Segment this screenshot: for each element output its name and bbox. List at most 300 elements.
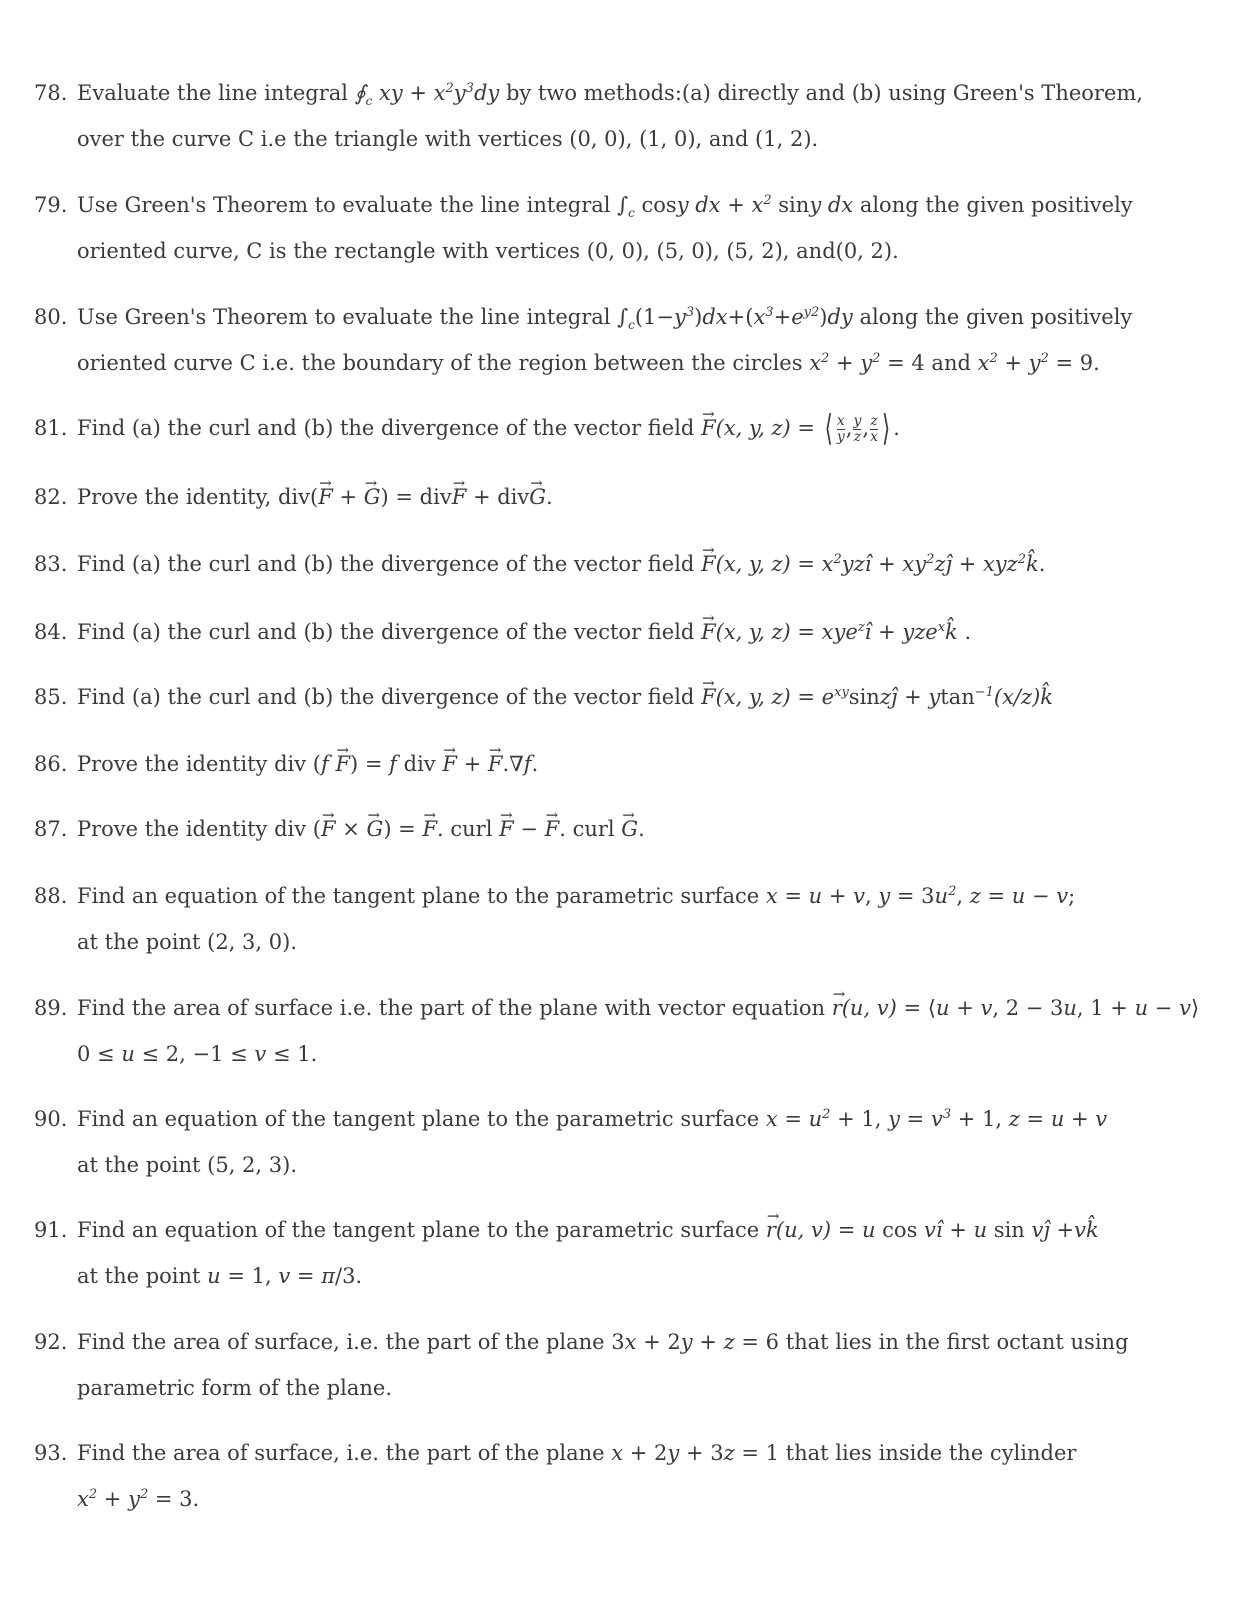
math-run: x <box>765 884 778 908</box>
problem-number: 79. <box>34 193 68 217</box>
text-run: along the given positively <box>852 305 1133 329</box>
problem-78 <box>34 70 1204 162</box>
math-run: x <box>77 1487 89 1511</box>
math-run: (0, 0), (5, 0), (5, 2), and(0, 2). <box>586 239 899 263</box>
problem-93 <box>34 1430 1204 1522</box>
text-run: oriented curve, C is the rectangle with vertices <box>77 239 587 263</box>
math-run: v <box>1179 996 1191 1020</box>
math-run: u <box>1063 996 1077 1020</box>
superscript: 3 <box>765 305 774 320</box>
math-run: tan <box>940 685 975 709</box>
math-run: dy <box>827 305 853 329</box>
math-run: + <box>692 1330 724 1354</box>
math-run: . <box>546 485 553 509</box>
math-run: zĵ <box>934 552 952 576</box>
math-run: + <box>773 305 792 329</box>
math-run: = 3 <box>890 884 935 908</box>
math-run: = 4 <box>880 351 925 375</box>
problem-line <box>34 873 1204 919</box>
text-run: parametric form of the plane. <box>77 1376 392 1400</box>
math-run: = <box>790 685 822 709</box>
text-run: Find (a) the curl and (b) the divergence of the vector field <box>77 416 702 440</box>
math-run: div ( <box>274 752 321 776</box>
vector-symbol: → F <box>499 806 514 852</box>
vector-symbol: → F <box>488 741 503 787</box>
math-run: u <box>934 884 949 908</box>
math-run: y <box>128 1487 140 1511</box>
math-run: y <box>680 1330 693 1354</box>
vector-symbol: → F <box>335 741 350 787</box>
problem-79 <box>34 182 1204 274</box>
math-run: y <box>878 884 891 908</box>
denominator: y <box>836 429 845 445</box>
math-run: ) = <box>350 752 390 776</box>
vector-symbol: → F <box>701 609 716 655</box>
math-run: (0, 0), (1, 0), and (1, 2). <box>569 127 819 151</box>
math-run: . <box>893 416 900 440</box>
math-run: +( <box>727 305 754 329</box>
math-run: . <box>957 620 972 644</box>
math-run: xyz <box>982 552 1018 576</box>
denominator: z <box>853 429 862 445</box>
superscript: 2 <box>948 884 957 899</box>
math-run: e <box>821 685 835 709</box>
denominator: x <box>870 429 878 445</box>
math-run: dx <box>702 305 728 329</box>
math-run: u <box>936 996 950 1020</box>
math-run: v <box>1095 1107 1108 1131</box>
math-run: (x, y, z) <box>715 416 791 440</box>
math-run: z <box>969 884 981 908</box>
problem-81 <box>34 405 1204 451</box>
problem-line <box>34 1096 1204 1142</box>
math-run: = <box>790 620 822 644</box>
vector-symbol: → r <box>766 1207 776 1253</box>
problem-line <box>34 182 1204 228</box>
math-run: (x, y, z) <box>715 685 791 709</box>
math-run: = 1 <box>734 1441 779 1465</box>
vector-symbol: → F <box>701 541 716 587</box>
math-run: (x, y, z) <box>715 620 791 644</box>
math-run: u <box>973 1218 988 1242</box>
math-run: dy <box>473 81 500 105</box>
numerator: z <box>870 413 878 429</box>
math-run: sin <box>987 1218 1032 1242</box>
math-run: u <box>1011 884 1026 908</box>
math-run: x <box>809 351 822 375</box>
math-run: y <box>674 305 686 329</box>
math-run: vĵ <box>1031 1218 1050 1242</box>
numerator: y <box>853 413 862 429</box>
text-run: Find the area of surface, i.e. the part of the plane <box>77 1330 612 1354</box>
superscript: 2 <box>139 1487 149 1502</box>
math-run: x <box>821 552 834 576</box>
math-run: xye <box>821 620 858 644</box>
math-run: , <box>845 416 853 440</box>
problem-line <box>34 674 1204 720</box>
problem-line <box>34 294 1204 340</box>
math-run: y <box>888 1107 900 1131</box>
math-run: ) <box>694 305 703 329</box>
math-run: sin <box>848 685 880 709</box>
math-run: + <box>829 351 861 375</box>
math-run: ∫ <box>617 193 629 217</box>
math-run: (x, y, z) <box>715 552 791 576</box>
text-run: by two methods:(a) directly and (b) using Green's Theorem, <box>499 81 1143 105</box>
problem-number: 78. <box>34 81 68 105</box>
math-run: ⟩ <box>1190 996 1200 1020</box>
superscript: 2 <box>926 552 935 567</box>
problem-line <box>34 405 1204 451</box>
superscript: 2 <box>1040 351 1049 366</box>
math-run: + <box>997 351 1029 375</box>
math-run: (u, v) <box>775 1218 832 1242</box>
problem-number: 85. <box>34 685 68 709</box>
problem-number: 89. <box>34 996 68 1020</box>
math-run: y <box>860 351 873 375</box>
problem-number: 88. <box>34 884 68 908</box>
problem-number: 82. <box>34 485 68 509</box>
vector-symbol: → F <box>321 806 336 852</box>
problem-85 <box>34 674 1204 720</box>
superscript: xy <box>834 685 849 700</box>
superscript: 2 <box>822 1107 831 1122</box>
problem-number: 91. <box>34 1218 68 1242</box>
math-run: 0 ≤ <box>77 1042 122 1066</box>
vector-symbol: → F <box>422 806 437 852</box>
math-run: + <box>720 193 752 217</box>
problem-line <box>34 1031 1204 1077</box>
math-run: z <box>723 1441 735 1465</box>
math-run: v <box>980 996 993 1020</box>
problem-line <box>34 1253 1204 1299</box>
math-run: k̂ <box>1026 552 1039 576</box>
math-run: = <box>900 1107 931 1131</box>
text-run: at the point <box>77 930 208 954</box>
math-run: y <box>928 685 941 709</box>
problem-number: 80. <box>34 305 68 329</box>
math-run: + 2 <box>623 1441 668 1465</box>
math-run: = <box>1019 1107 1051 1131</box>
math-run: div <box>396 752 443 776</box>
problem-line <box>34 985 1204 1031</box>
math-run: v <box>930 1107 943 1131</box>
math-run: ≤ 2, −1 ≤ <box>134 1042 255 1066</box>
math-run: , 2 − 3 <box>992 996 1064 1020</box>
problem-line <box>34 919 1204 965</box>
problem-92 <box>34 1319 1204 1411</box>
text-run: Find an equation of the tangent plane to the parametric surface <box>77 884 766 908</box>
math-run: − <box>513 817 545 841</box>
math-run: x <box>977 351 990 375</box>
math-run: u <box>808 1107 823 1131</box>
text-run: at the point <box>77 1264 208 1288</box>
math-run: y <box>453 81 466 105</box>
math-run: u <box>861 1218 876 1242</box>
problem-86 <box>34 741 1204 787</box>
math-run: .∇ <box>502 752 524 776</box>
problem-number: 81. <box>34 416 68 440</box>
math-run: zĵ <box>879 685 898 709</box>
math-run: xy <box>902 552 927 576</box>
math-run: x <box>765 1107 778 1131</box>
problem-90 <box>34 1096 1204 1188</box>
text-run: Find (a) the curl and (b) the divergence of the vector field <box>77 685 702 709</box>
vector-symbol: → r <box>832 985 842 1031</box>
math-run: = <box>290 1264 322 1288</box>
vector-symbol: → G <box>621 806 638 852</box>
math-run: v <box>278 1264 291 1288</box>
math-run: + <box>456 752 488 776</box>
math-run: f <box>321 752 336 776</box>
text-run: oriented curve C i.e. the boundary of the region between the circles <box>77 351 810 375</box>
math-run: + 2 <box>636 1330 681 1354</box>
math-run: . curl <box>437 817 500 841</box>
text-run: Find (a) the curl and (b) the divergence of the vector field <box>77 552 702 576</box>
math-run: + 3 <box>679 1441 724 1465</box>
math-run: = <box>831 1218 862 1242</box>
math-run: + <box>949 996 981 1020</box>
math-run: ) <box>819 305 828 329</box>
math-run: k̂ <box>945 620 958 644</box>
vector-symbol: → G <box>364 474 381 520</box>
problem-88 <box>34 873 1204 965</box>
math-run: y dx <box>676 193 721 217</box>
math-run: yze <box>902 620 938 644</box>
math-run: . curl <box>559 817 622 841</box>
math-run: (x/z)k̂ <box>993 685 1053 709</box>
superscript: 2 <box>821 351 830 366</box>
math-run: − <box>1148 996 1180 1020</box>
vector-symbol: → G <box>367 806 384 852</box>
subscript: c <box>628 318 635 333</box>
math-run: + 1, <box>951 1107 1009 1131</box>
math-run: + 1, <box>830 1107 889 1131</box>
text-run: over the curve C i.e the triangle with vertices <box>77 127 570 151</box>
vector-symbol: → F <box>701 674 716 720</box>
math-run: yzî <box>841 552 872 576</box>
math-run: u <box>1050 1107 1065 1131</box>
math-run: , 1 + <box>1076 996 1135 1020</box>
text-run: that lies inside the cylinder <box>779 1441 1077 1465</box>
math-run: x <box>624 1330 637 1354</box>
superscript: 2 <box>88 1487 98 1502</box>
math-run: 3 <box>611 1330 625 1354</box>
problem-line <box>34 228 1204 274</box>
problem-89 <box>34 985 1204 1077</box>
math-run: ; <box>1068 884 1076 908</box>
math-run: x <box>611 1441 624 1465</box>
math-run: + <box>942 1218 974 1242</box>
math-run: vk̂ <box>1074 1218 1099 1242</box>
math-run: e <box>791 305 804 329</box>
math-run: f <box>389 752 397 776</box>
math-run: div( <box>277 485 319 509</box>
math-run: = <box>790 416 822 440</box>
problem-number: 86. <box>34 752 68 776</box>
problem-line <box>34 340 1204 386</box>
superscript: y2 <box>803 305 820 320</box>
problem-line <box>34 116 1204 162</box>
math-run: + <box>1064 1107 1096 1131</box>
problem-number: 84. <box>34 620 68 644</box>
math-run: u <box>1134 996 1149 1020</box>
math-run: cos <box>634 193 677 217</box>
math-run: + <box>951 552 983 576</box>
text-run: Find an equation of the tangent plane to the parametric surface <box>77 1107 766 1131</box>
math-run: y dx <box>809 193 854 217</box>
math-run: + <box>332 485 364 509</box>
problem-line <box>34 1319 1204 1365</box>
math-run: π <box>321 1264 335 1288</box>
math-run: /3. <box>335 1264 363 1288</box>
problem-line <box>34 1142 1204 1188</box>
math-run: ) = <box>383 817 423 841</box>
math-run: = 6 <box>734 1330 780 1354</box>
superscript: z <box>857 620 865 635</box>
superscript: −1 <box>974 685 994 700</box>
superscript: x <box>937 620 946 635</box>
math-run: sin <box>771 193 810 217</box>
problem-number: 92. <box>34 1330 68 1354</box>
math-run: + div <box>466 485 530 509</box>
math-run: î <box>864 620 872 644</box>
problem-91 <box>34 1207 1204 1299</box>
superscript: 2 <box>763 193 772 208</box>
text-run: Find (a) the curl and (b) the divergence of the vector field <box>77 620 702 644</box>
math-run: = 9. <box>1048 351 1100 375</box>
text-run: Use Green's Theorem to evaluate the line integral <box>77 193 618 217</box>
problem-line <box>34 609 1204 655</box>
vector-symbol: → F <box>452 474 467 520</box>
math-run: = <box>980 884 1012 908</box>
fraction <box>837 414 845 445</box>
problem-line <box>34 741 1204 787</box>
superscript: 2 <box>833 552 842 567</box>
math-run: = 1, <box>220 1264 279 1288</box>
vector-symbol: → F <box>701 405 716 451</box>
vector-symbol: → G <box>529 474 546 520</box>
math-run: . <box>531 752 539 776</box>
math-run: ∫ <box>617 305 629 329</box>
problem-87 <box>34 806 1204 852</box>
fraction <box>870 414 878 445</box>
math-run: ≤ 1. <box>266 1042 318 1066</box>
math-run: = <box>790 552 822 576</box>
math-run: + <box>897 685 929 709</box>
math-run: z <box>723 1330 735 1354</box>
superscript: 3 <box>465 81 474 96</box>
math-run: , <box>862 416 870 440</box>
superscript: 2 <box>445 81 454 96</box>
vector-symbol: → F <box>318 474 333 520</box>
math-run: . <box>1038 552 1046 576</box>
text-run: Prove the identity <box>77 817 275 841</box>
math-run: + <box>1049 1218 1075 1242</box>
subscript: c <box>628 206 635 221</box>
text-run: Find the area of surface i.e. the part of the plane with vector equation <box>77 996 832 1020</box>
superscript: 3 <box>942 1107 952 1122</box>
math-run: div ( <box>274 817 321 841</box>
angle-bracket: ⟨ <box>824 407 833 449</box>
math-run: x <box>751 193 764 217</box>
numerator: x <box>836 413 845 429</box>
problem-line <box>34 474 1204 520</box>
text-run: Find an equation of the tangent plane to the parametric surface <box>77 1218 766 1242</box>
fraction <box>853 414 861 445</box>
math-run: v <box>254 1042 267 1066</box>
text-run: Prove the identity <box>77 752 275 776</box>
math-run: f <box>523 752 532 776</box>
math-run: ∮ <box>354 81 366 105</box>
problem-80 <box>34 294 1204 386</box>
math-run: + <box>871 620 903 644</box>
problem-number: 83. <box>34 552 68 576</box>
math-run: z <box>1008 1107 1020 1131</box>
math-run: y <box>667 1441 680 1465</box>
problem-83 <box>34 541 1204 587</box>
math-run: u <box>121 1042 135 1066</box>
math-run: . <box>638 817 645 841</box>
problem-line <box>34 806 1204 852</box>
math-run: × <box>335 817 367 841</box>
math-run: u <box>207 1264 221 1288</box>
problem-number: 87. <box>34 817 68 841</box>
text-run: Evaluate the line integral <box>77 81 355 105</box>
math-run: xy + x <box>372 81 446 105</box>
math-run: (1− <box>634 305 674 329</box>
problem-line <box>34 1430 1204 1476</box>
angle-bracket: ⟩ <box>882 407 891 449</box>
text-run: Prove the identity, <box>77 485 278 509</box>
text-run: and <box>924 351 978 375</box>
math-run: + <box>871 552 903 576</box>
math-run: u <box>808 884 823 908</box>
problem-line <box>34 1365 1204 1411</box>
text-run: Use Green's Theorem to evaluate the line integral <box>77 305 618 329</box>
subscript: c <box>365 94 373 109</box>
math-run: (2, 3, 0). <box>207 930 298 954</box>
problem-84 <box>34 609 1204 655</box>
math-run: vî <box>924 1218 943 1242</box>
problem-line <box>34 1207 1204 1253</box>
math-run: = <box>777 1107 809 1131</box>
problem-line <box>34 1476 1204 1522</box>
text-run: along the given positively <box>853 193 1133 217</box>
problem-number: 90. <box>34 1107 68 1131</box>
math-run: (5, 2, 3). <box>207 1153 298 1177</box>
problem-line <box>34 541 1204 587</box>
text-run: at the point <box>77 1153 208 1177</box>
math-run: x <box>753 305 766 329</box>
superscript: 2 <box>1017 552 1026 567</box>
superscript: 3 <box>685 305 695 320</box>
problem-82 <box>34 474 1204 520</box>
math-run: , <box>865 884 879 908</box>
math-run: + <box>97 1487 129 1511</box>
math-run: = ⟨ <box>896 996 936 1020</box>
math-run: = <box>777 884 809 908</box>
text-run: that lies in the first octant using <box>779 1330 1129 1354</box>
math-run: cos <box>875 1218 925 1242</box>
problem-number: 93. <box>34 1441 68 1465</box>
vector-symbol: → F <box>442 741 457 787</box>
problem-line <box>34 70 1204 116</box>
math-run: − <box>1025 884 1057 908</box>
superscript: 2 <box>989 351 998 366</box>
math-run: y <box>1028 351 1041 375</box>
math-run: v <box>853 884 865 908</box>
